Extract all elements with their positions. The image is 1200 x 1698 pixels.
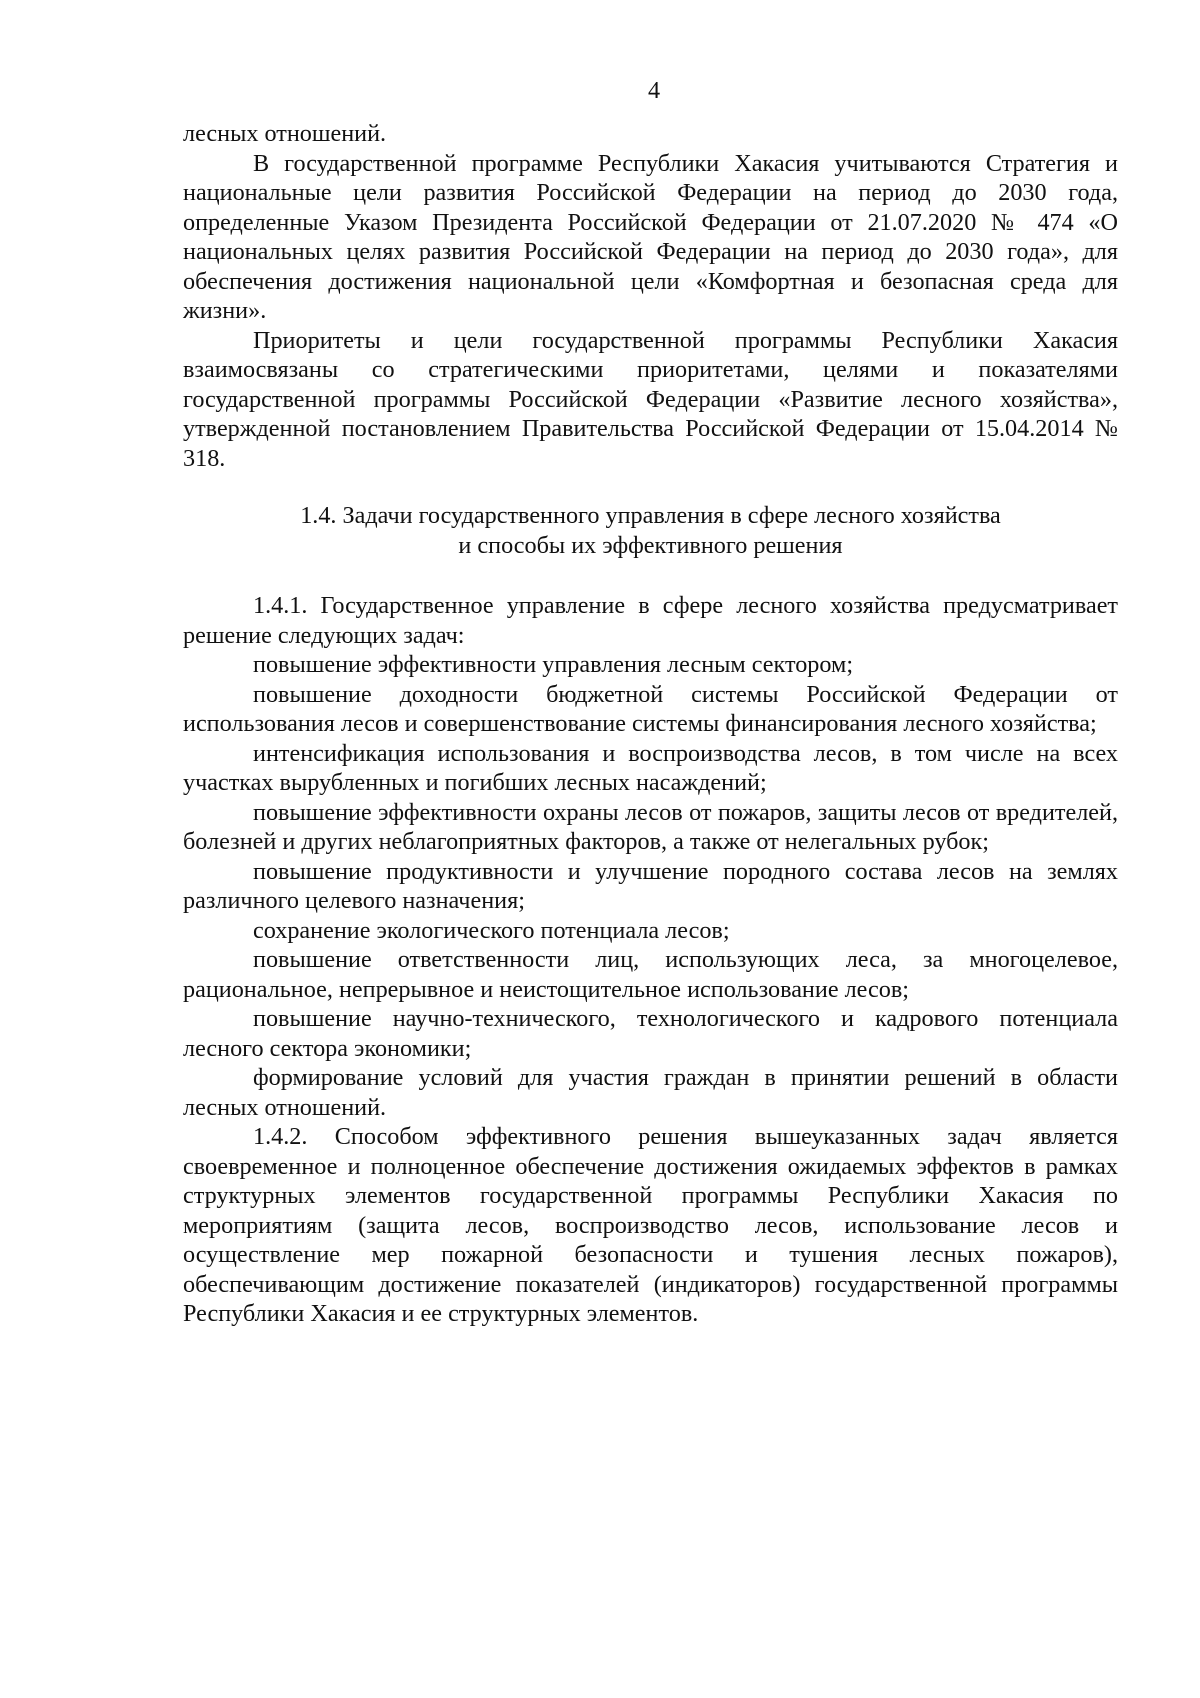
document-body [183, 119, 1118, 1329]
list-item: сохранение экологического потенциала лесов; [253, 916, 730, 944]
section-heading-line-2: и способы их эффективного решения [458, 531, 843, 559]
list-item: повышение ответственности лиц, использующих леса, за многоцелевое, рациональное, непрерывное и неистощительное использование лесов; [183, 946, 1118, 1003]
section-heading [183, 501, 1118, 560]
page-number: 4 [647, 77, 661, 104]
list-item: повышение научно-технического, технологического и кадрового потенциала лесного сектора экономики; [183, 1005, 1118, 1062]
paragraph-1-4-2: 1.4.2. Способом эффективного решения вышеуказанных задач является своевременное и полноценное обеспечение достижения ожидаемых эффектов в рамках структурных элементов государственной программы Республики Хакасия по мероприятиям (защита лесов, воспроизводство лесов, использование лесов и осуществление мер пожарной безопасности и тушения лесных пожаров), обеспечивающим достижение показателей (индикаторов) государственной программы Республики Хакасия и ее структурных элементов. [183, 1123, 1118, 1327]
section-heading-line-1: 1.4. Задачи государственного управления в сфере лесного хозяйства [300, 502, 1001, 529]
paragraph-priorities: Приоритеты и цели государственной программы Республики Хакасия взаимосвязаны со стратегическими приоритетами, целями и показателями государственной программы Российской Федерации «Развитие лесного хозяйства», утвержденной постановлением Правительства Российской Федерации от 15.04.2014 № 318. [183, 326, 1118, 472]
paragraph-1-4-1: 1.4.1. Государственное управление в сфере лесного хозяйства предусматривает решение следующих задач: [183, 592, 1118, 649]
paragraph-continuation: лесных отношений. [183, 120, 387, 147]
list-item: повышение эффективности охраны лесов от пожаров, защиты лесов от вредителей, болезней и других неблагоприятных факторов, а также от нелегальных рубок; [183, 798, 1118, 855]
list-item: интенсификация использования и воспроизводства лесов, в том числе на всех участках вырубленных и погибших лесных насаждений; [183, 739, 1118, 796]
list-item: повышение доходности бюджетной системы Российской Федерации от использования лесов и совершенствование системы финансирования лесного хозяйства; [183, 680, 1118, 737]
list-item: повышение эффективности управления лесным сектором; [253, 651, 854, 678]
list-item: формирование условий для участия граждан в принятии решений в области лесных отношений. [183, 1064, 1118, 1121]
list-item: повышение продуктивности и улучшение породного состава лесов на землях различного целевого назначения; [183, 857, 1118, 914]
paragraph-strategy: В государственной программе Республики Хакасия учитываются Стратегия и национальные цели развития Российской Федерации на период до 2030 года, определенные Указом Президента Российской Федерации от 21.07.2020 № 474 «О национальных целях развития Российской Федерации на период до 2030 года», для обеспечения достижения национальной цели «Комфортная и безопасная среда для жизни». [183, 149, 1118, 324]
